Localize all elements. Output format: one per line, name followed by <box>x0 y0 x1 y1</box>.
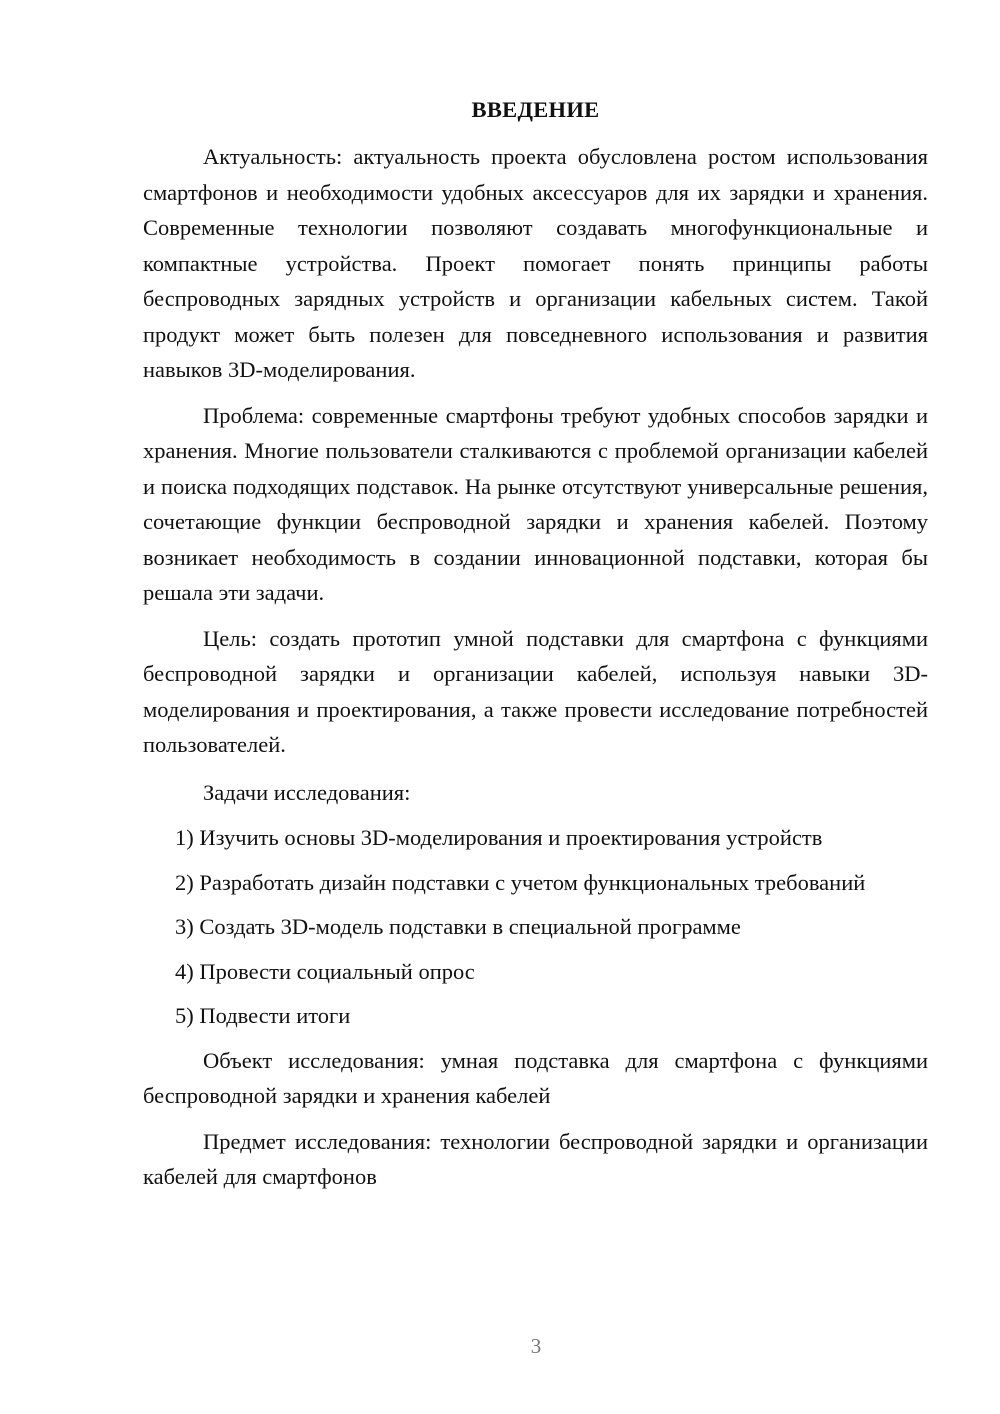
task-item-5: 5) Подвести итоги <box>175 1003 351 1028</box>
page-number: 3 <box>530 1334 542 1358</box>
page-content <box>143 95 928 1205</box>
task-item-2: 2) Разработать дизайн подставки с учетом функциональных требований <box>175 869 866 895</box>
task-item-1: 1) Изучить основы 3D-моделирования и проектирования устройств <box>175 825 823 850</box>
task-item-4: 4) Провести социальный опрос <box>175 958 475 984</box>
page-title: ВВЕДЕНИЕ <box>471 97 600 122</box>
goal-paragraph: Цель: создать прототип умной подставки для смартфона с функциями беспроводной зарядки и организации кабелей, используя навыки 3D-моделирования и проектирования, а также провести исследование потребностей пользователей. <box>143 625 928 757</box>
task-item-3: 3) Создать 3D-модель подставки в специальной программе <box>175 914 741 939</box>
relevance-paragraph: Актуальность: актуальность проекта обусловлена ростом использования смартфонов и необходимости удобных аксессуаров для их зарядки и хранения. Современные технологии позволяют создавать многофункциональные и компактные устройства. Проект помогает понять принципы работы беспроводных зарядных устройств и организации кабельных систем. Такой продукт может быть полезен для повседневного использования и развития навыков 3D-моделирования. <box>143 144 928 382</box>
problem-paragraph: Проблема: современные смартфоны требуют удобных способов зарядки и хранения. Многие пользователи сталкиваются с проблемой организации кабелей и поиска подходящих подставок. На рынке отсутствуют универсальные решения, сочетающие функции беспроводной зарядки и хранения кабелей. Поэтому возникает необходимость в создании инновационной подставки, которая бы решала эти задачи. <box>143 402 928 605</box>
tasks-heading: Задачи исследования: <box>203 779 411 805</box>
object-paragraph: Объект исследования: умная подставка для смартфона с функциями беспроводной зарядки и хранения кабелей <box>143 1047 928 1108</box>
subject-paragraph: Предмет исследования: технологии беспроводной зарядки и организации кабелей для смартфонов <box>143 1128 928 1189</box>
